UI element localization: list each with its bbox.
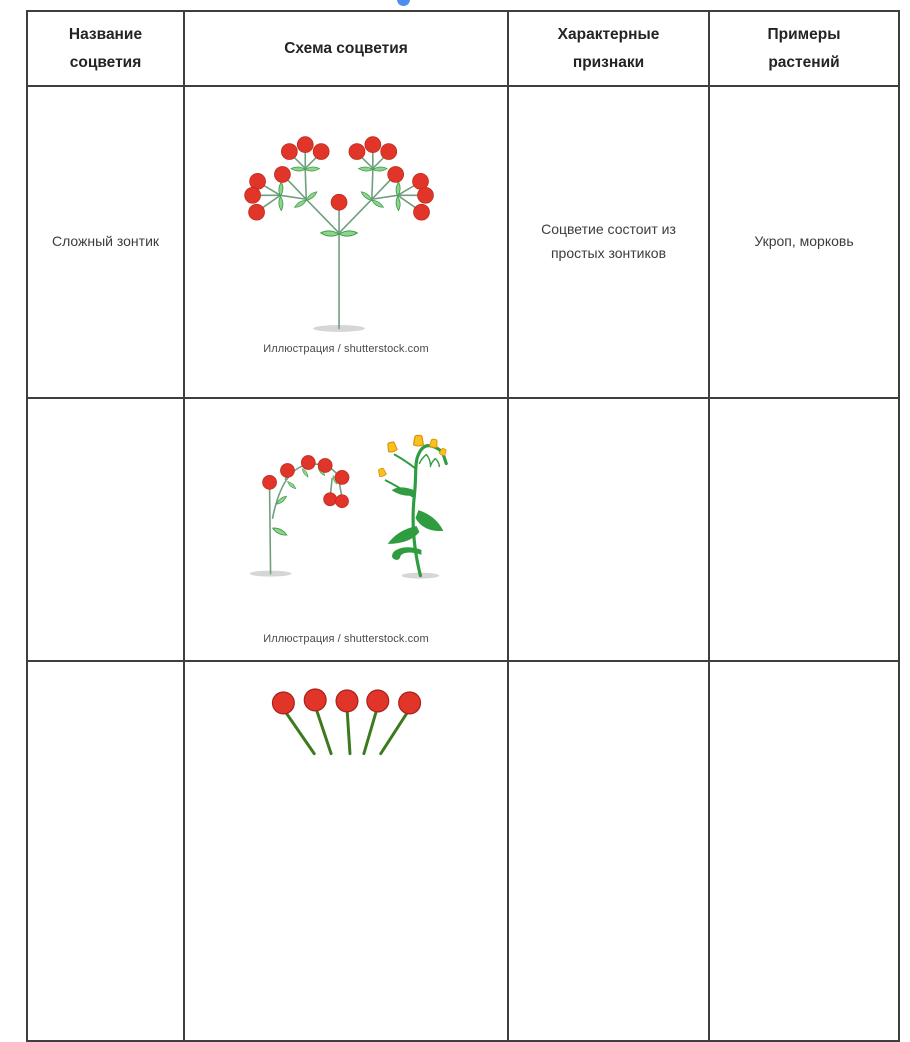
- row1-examples-cell: Укроп, морковь: [709, 86, 899, 398]
- table-header-row: [27, 11, 899, 86]
- row2-name-cell: [27, 398, 184, 661]
- row2-examples-cell: [709, 398, 899, 661]
- row3-features-cell: [508, 661, 709, 1041]
- row3-scheme-cell: [184, 661, 508, 1041]
- header-examples: Примеры растений: [709, 11, 899, 86]
- stock-caption: Иллюстрация / shutterstock.com: [263, 633, 429, 645]
- row1-name-cell: Сложный зонтик: [27, 86, 184, 398]
- row1-scheme-cell: [184, 86, 508, 398]
- row2-scheme-cell: [184, 398, 508, 661]
- row3-examples-cell: [709, 661, 899, 1041]
- row3-name-cell: [27, 661, 184, 1041]
- table-row: [27, 86, 899, 398]
- selection-handle[interactable]: [397, 0, 410, 6]
- row1-features-cell: Соцветие состоит из простых зонтиков: [508, 86, 709, 398]
- stock-caption: Иллюстрация / shutterstock.com: [263, 343, 429, 355]
- header-features: Характерные признаки: [508, 11, 709, 86]
- header-name: Название соцветия: [27, 11, 184, 86]
- header-scheme: Схема соцветия: [184, 11, 508, 86]
- inflorescence-table-wrap: [26, 10, 898, 1042]
- inflorescence-table: [26, 10, 900, 1042]
- row2-features-cell: [508, 398, 709, 661]
- curl-cyme-illustration: [185, 399, 507, 660]
- table-row: [27, 398, 899, 661]
- table-row: [27, 661, 899, 1041]
- simple-umbel-illustration: [185, 662, 507, 1040]
